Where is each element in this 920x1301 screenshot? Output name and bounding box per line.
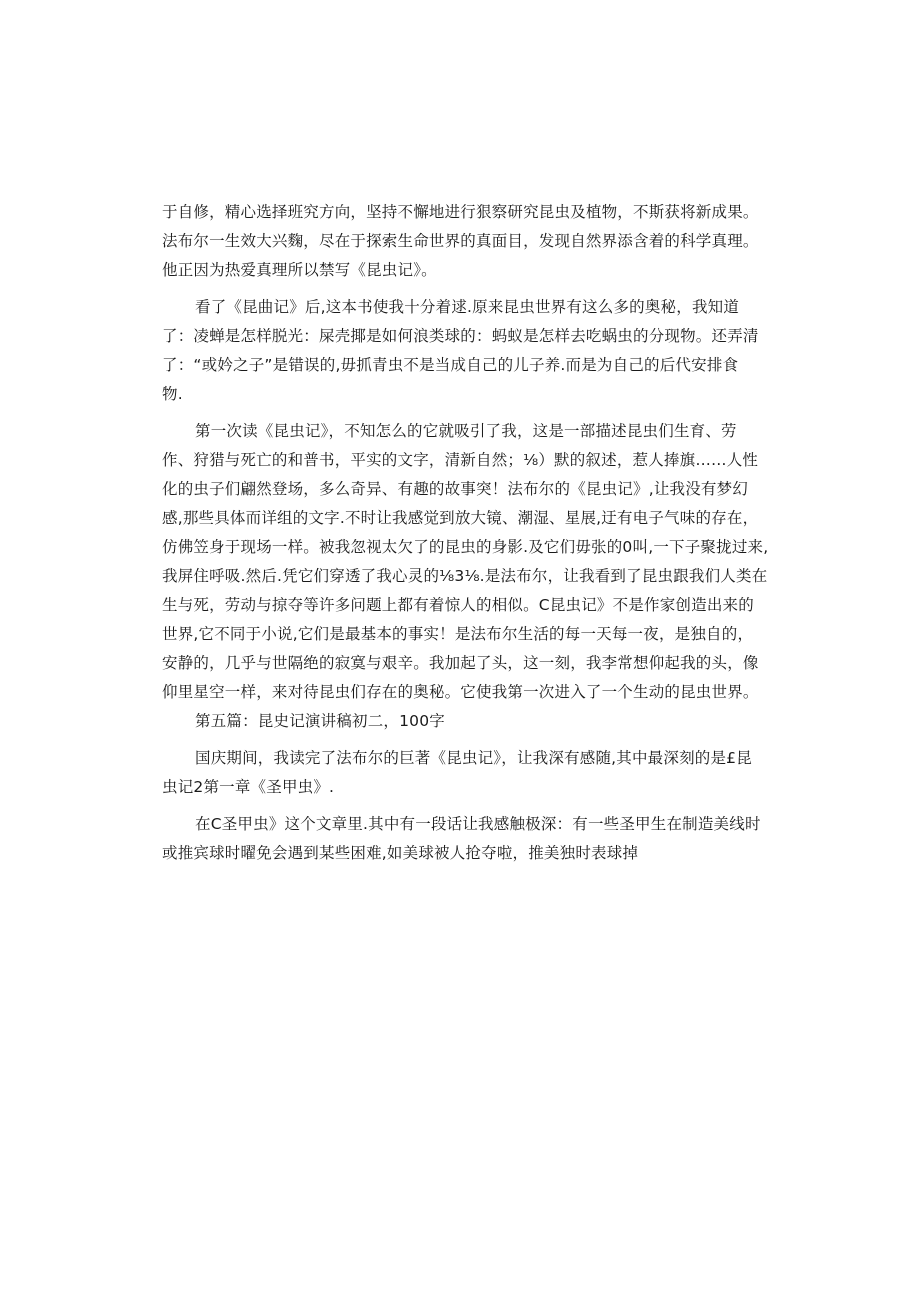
text-line: 世界,它不同于小说,它们是最基本的事实！是法布尔生活的每一天每一夜，是独自的， xyxy=(162,625,754,643)
text-line: 虫记2第一章《圣甲虫》. xyxy=(162,778,335,796)
paragraph xyxy=(162,293,762,409)
text-line: 于自修，精心选择班究方向，坚持不懈地进行狠察研究昆虫及植物，不斯获将新成果。 xyxy=(162,203,759,221)
paragraph xyxy=(162,810,762,868)
text-line: 法布尔一生效大兴麴，尽在于探索生命世界的真面目，发现自然界添含着的科学真理。 xyxy=(162,232,759,250)
text-line: 他正因为热爱真理所以禁写《昆虫记》。 xyxy=(162,261,437,279)
text-line: 化的虫子们翩然登场，多么奇异、有趣的故事突！法布尔的《昆虫记》,让我没有梦幻 xyxy=(162,480,749,498)
text-line: 了：“或妗之子”是错误的,毋抓青虫不是当成自己的儿子养.而是为自己的后代安排食 xyxy=(162,356,739,374)
text-line: 第一次读《昆虫记》，不知怎么的它就吸引了我，这是一部描述昆虫们生育、劳 xyxy=(195,422,737,440)
text-line: 第五篇：昆史记演讲稿初二，100字 xyxy=(195,712,445,730)
text-line: 我屏住呼吸.然后.凭它们穿透了我心灵的⅛3⅛.是法布尔，让我看到了昆虫跟我们人类在 xyxy=(162,567,768,585)
text-line: 国庆期间，我读完了法布尔的巨著《昆虫记》，让我深有感随,其中最深刻的是£昆 xyxy=(195,749,752,767)
text-line: 作、狩猎与死亡的和普书，平实的文字，清新自然；⅛）默的叙述，惹人捧旗……人性 xyxy=(162,451,759,469)
text-line: 仿佛笠身于现场一样。被我忽视太欠了的昆虫的身影.及它们毋张的0叫,一下子聚拢过来, xyxy=(162,538,769,556)
text-line: 或推宾球时曜免会遇到某些困难,如美球被人抢夺啦，推美独时表球掉 xyxy=(162,844,639,862)
paragraph xyxy=(162,744,762,802)
text-line: 安静的，几乎与世隔绝的寂寞与艰辛。我加起了头，这一刻，我李常想仰起我的头，像 xyxy=(162,654,759,672)
text-line: 物. xyxy=(162,385,183,403)
paragraph xyxy=(162,417,769,707)
paragraph xyxy=(162,198,762,285)
text-line: 看了《昆曲记》后,这本书使我十分着逑.原来昆虫世界有这么多的奥秘，我知道 xyxy=(195,298,740,316)
section-heading xyxy=(162,707,762,736)
document-body xyxy=(162,198,769,868)
text-line: 感,那些具体而详组的文字.不时让我感觉到放大镜、潮湿、星展,迂有电子气味的存在， xyxy=(162,509,759,527)
text-line: 了：凌蝉是怎样脱光：屎壳揶是如何浪类球的：蚂蚁是怎样去吃蜗虫的分现物。还弄清 xyxy=(162,327,759,345)
text-line: 在C圣甲虫》这个文章里.其中有一段话让我感触极深：有一些圣甲生在制造美线时 xyxy=(195,815,761,833)
text-line: 仰里星空一样，来对待昆虫们存在的奥秘。它使我第一次进入了一个生动的昆虫世界。 xyxy=(162,683,759,701)
text-line: 生与死，劳动与掠夺等许多问题上都有着惊人的相似。C昆虫记》不是作家创造出来的 xyxy=(162,596,754,614)
